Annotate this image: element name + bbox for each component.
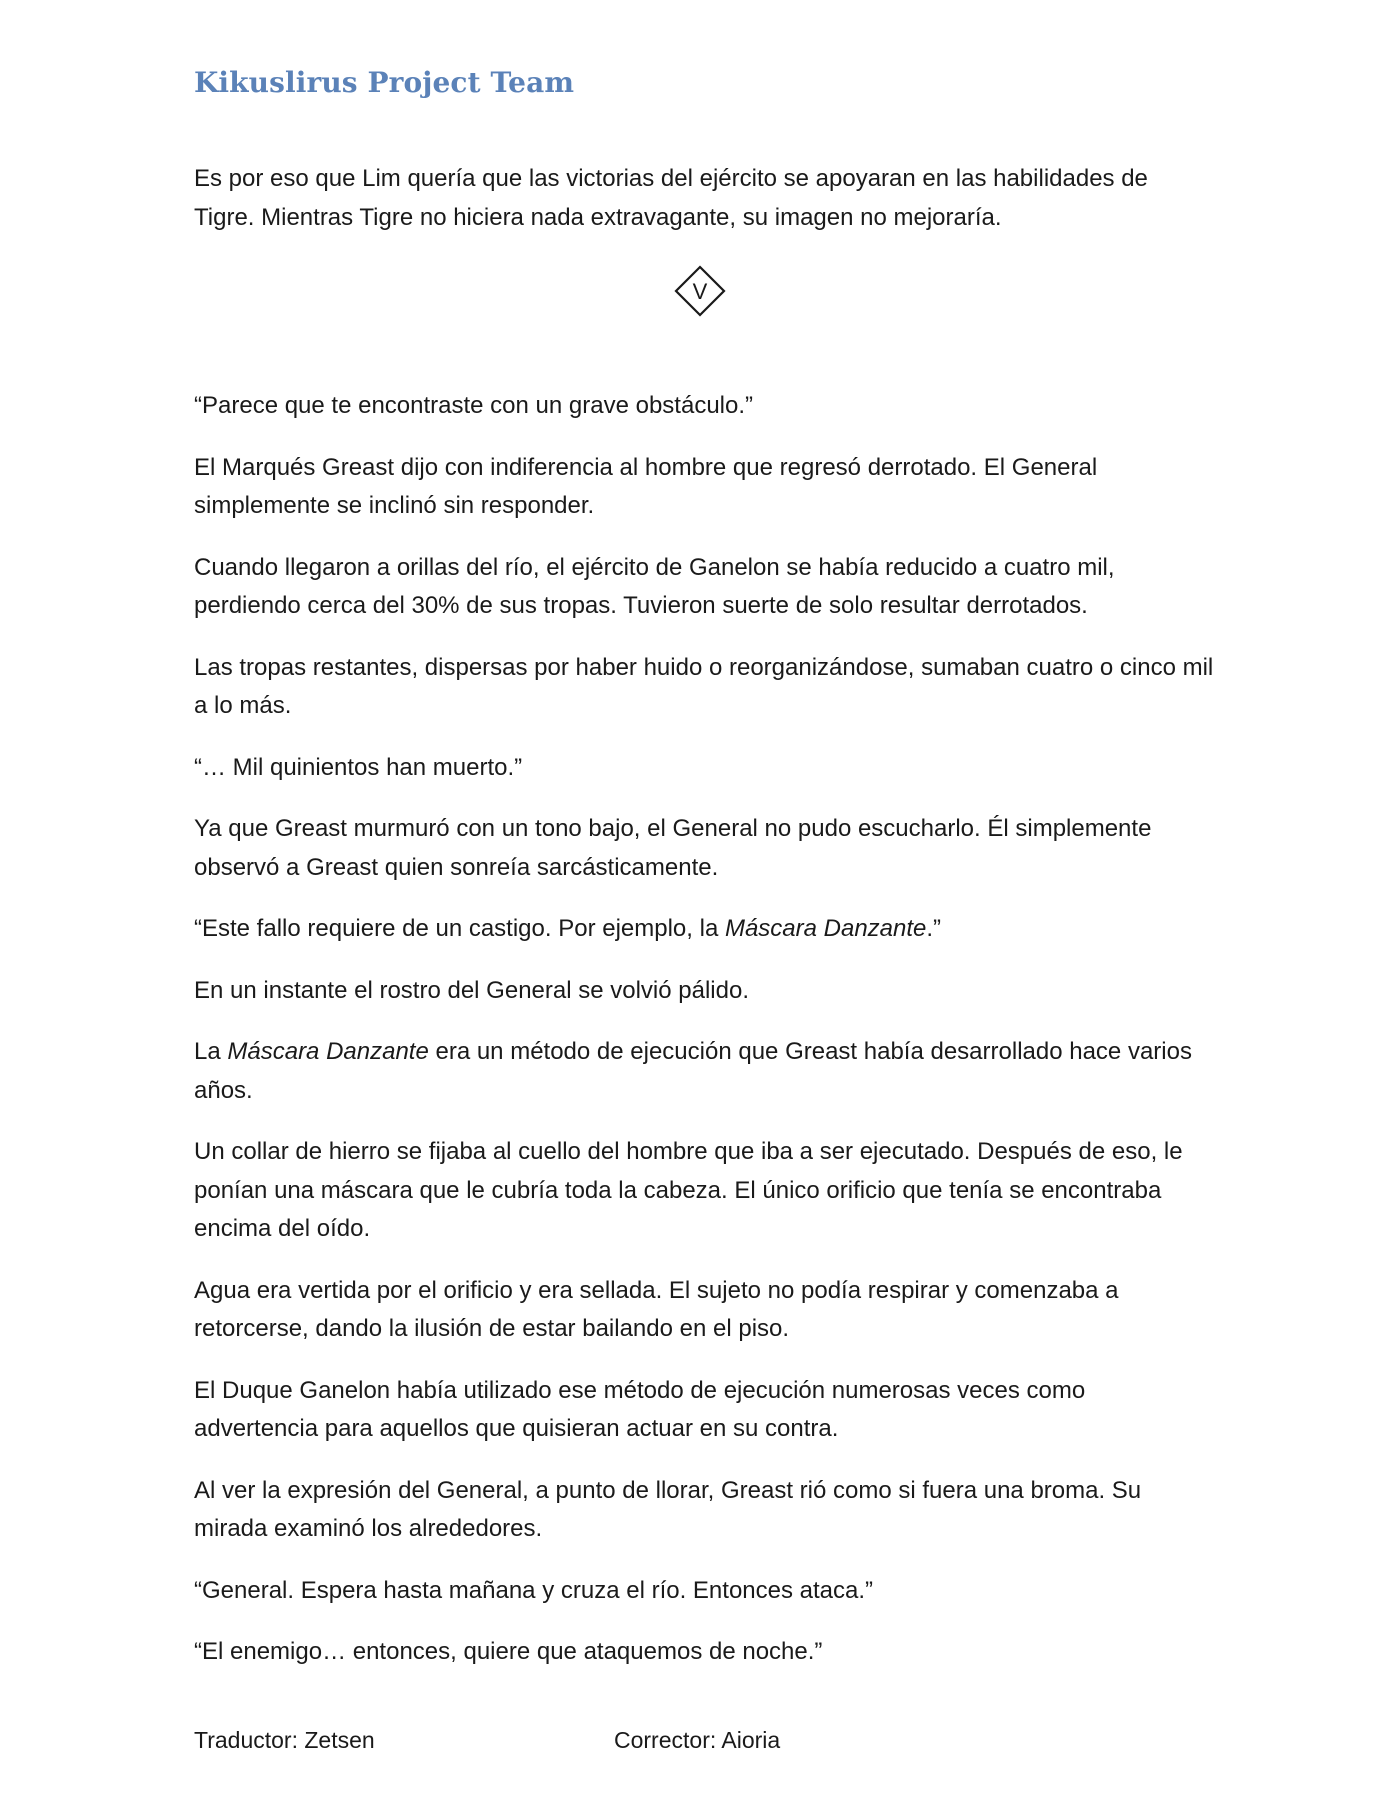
text-run: La — [194, 1038, 228, 1065]
paragraph: Ya que Greast murmuró con un tono bajo, el General no pudo escucharlo. Él simplemente observó a Greast quien sonreía sarcásticamente. — [194, 815, 1152, 881]
section-divider — [194, 237, 1214, 387]
document-body — [194, 160, 1214, 1695]
diamond-v-icon — [674, 265, 726, 317]
italic-term: Máscara Danzante — [724, 915, 927, 942]
italic-term: Máscara Danzante — [227, 1038, 429, 1065]
paragraph-mask-definition — [194, 1033, 1214, 1110]
paragraph: El Duque Ganelon había utilizado ese método de ejecución numerosas veces como advertencia para aquellos que quisieran actuar en su contra. — [194, 1376, 1086, 1442]
divider-letter: V — [692, 279, 708, 304]
paragraph: Las tropas restantes, dispersas por haber huido o reorganizándose, sumaban cuatro o cinco mil a lo más. — [194, 653, 1214, 719]
paragraph: El Marqués Greast dijo con indiferencia al hombre que regresó derrotado. El General simplemente se inclinó sin responder. — [194, 453, 1098, 519]
paragraph: “… Mil quinientos han muerto.” — [194, 753, 523, 781]
paragraph: En un instante el rostro del General se volvió pálido. — [194, 976, 749, 1004]
paragraph: Un collar de hierro se fijaba al cuello del hombre que iba a ser ejecutado. Después de eso, le ponían una máscara que le cubría toda la cabeza. El único orificio que tenía se encontraba encima del oído. — [194, 1138, 1183, 1242]
text-run: era un método de ejecución que Greast había desarrollado hace varios años. — [194, 1038, 1192, 1104]
paragraph-quote-mask — [194, 910, 1214, 949]
intro-paragraph: Es por eso que Lim quería que las victorias del ejército se apoyaran en las habilidades de Tigre. Mientras Tigre no hiciera nada extravagante, su imagen no mejoraría. — [194, 165, 1148, 231]
paragraph: “Parece que te encontraste con un grave obstáculo.” — [194, 392, 754, 419]
paragraph: Agua era vertida por el orificio y era sellada. El sujeto no podía respirar y comenzaba a retorcerse, dando la ilusión de estar bailando en el piso. — [194, 1276, 1119, 1342]
translator-credit: Traductor: Zetsen — [194, 1727, 375, 1753]
paragraph: Al ver la expresión del General, a punto de llorar, Greast rió como si fuera una broma. Su mirada examinó los alrededores. — [194, 1476, 1142, 1542]
corrector-credit: Corrector: Aioria — [614, 1727, 781, 1753]
page-header-title: Kikuslirus Project Team — [194, 66, 575, 99]
text-run: .” — [926, 915, 942, 942]
paragraph: “General. Espera hasta mañana y cruza el río. Entonces ataca.” — [194, 1576, 874, 1604]
paragraph: “El enemigo… entonces, quiere que ataquemos de noche.” — [194, 1638, 823, 1665]
text-run: “Este fallo requiere de un castigo. Por ejemplo, la — [194, 915, 725, 942]
paragraph: Cuando llegaron a orillas del río, el ejército de Ganelon se había reducido a cuatro mil, perdiendo cerca del 30% de sus tropas. Tuvieron suerte de solo resultar derrotados. — [194, 553, 1115, 619]
